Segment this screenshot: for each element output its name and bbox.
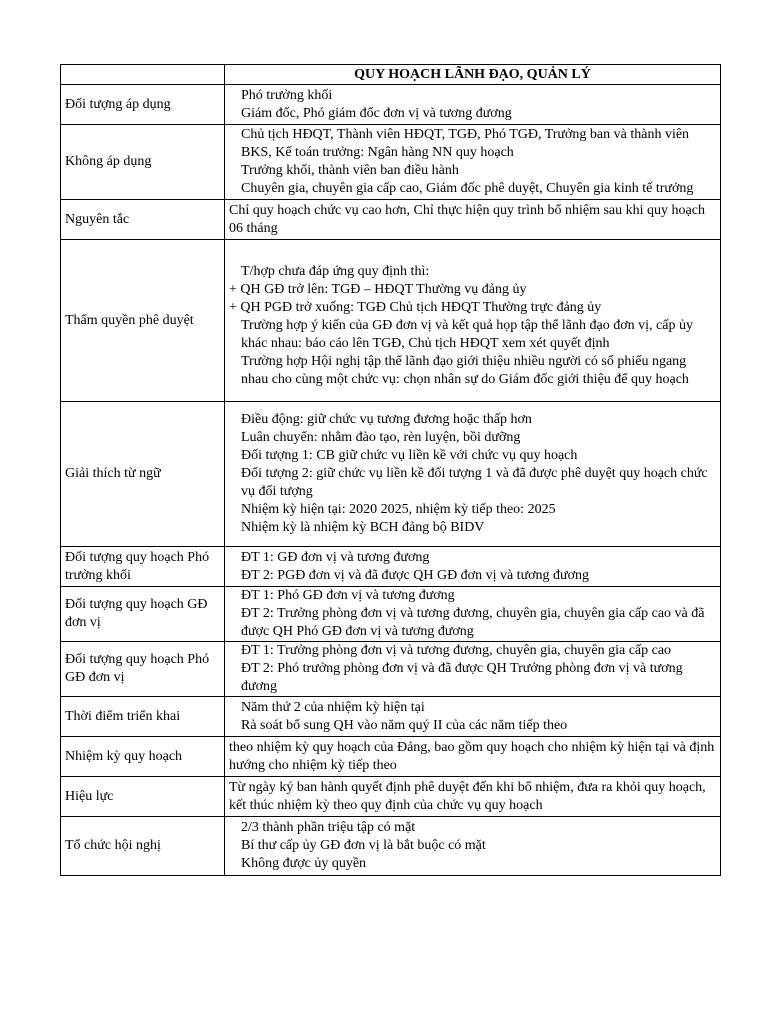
row-label: Đối tượng quy hoạch Phó trưởng khối bbox=[61, 547, 225, 587]
content-line: Không được ủy quyền bbox=[241, 856, 367, 871]
content-line: Giám đốc, Phó giám đốc đơn vị và tương đương bbox=[241, 105, 512, 121]
content-line: ĐT 1: Trưởng phòng đơn vị và tương đương, chuyên gia, chuyên gia cấp cao bbox=[241, 643, 672, 658]
content-line: Từ ngày ký ban hành quyết định phê duyệt đến khi bổ nhiệm, đưa ra khỏi quy hoạch, kết thúc nhiệm kỳ theo quy định của chức vụ quy hoạch bbox=[229, 779, 706, 813]
content-line: Nhiệm kỳ là nhiệm kỳ BCH đảng bộ BIDV bbox=[241, 520, 485, 535]
content-line: Điều động: giữ chức vụ tương đương hoặc thấp hơn bbox=[241, 412, 532, 427]
row-content bbox=[225, 697, 721, 737]
row-label: Đối tượng áp dụng bbox=[61, 85, 225, 125]
content-line: Nhiệm kỳ hiện tại: 2020 2025, nhiệm kỳ tiếp theo: 2025 bbox=[241, 502, 556, 517]
content-line: Bí thư cấp ủy GĐ đơn vị là bắt buộc có mặt bbox=[241, 838, 486, 853]
row-content bbox=[225, 817, 721, 876]
row-content bbox=[225, 737, 721, 777]
row-content bbox=[225, 125, 721, 200]
content-line: ĐT 1: Phó GĐ đơn vị và tương đương bbox=[241, 588, 455, 603]
content-line: Chỉ quy hoạch chức vụ cao hơn, Chỉ thực hiện quy trình bổ nhiệm sau khi quy hoạch 06 tháng bbox=[229, 202, 705, 236]
content-line: + QH GĐ trở lên: TGĐ – HĐQT Thường vụ đảng ủy bbox=[229, 281, 527, 297]
row-content bbox=[225, 85, 721, 125]
row-content bbox=[225, 642, 721, 697]
row-content bbox=[225, 587, 721, 642]
row-content bbox=[225, 200, 721, 240]
content-line: Trưởng khối, thành viên ban điều hành bbox=[241, 163, 459, 178]
content-line: Trường hợp Hội nghị tập thể lãnh đạo giới thiệu nhiều người có số phiếu ngang nhau cho cùng một chức vụ: chọn nhân sự do Giám đốc giới thiệu để quy hoạch bbox=[241, 353, 689, 387]
content-line: ĐT 2: Phó trưởng phòng đơn vị và đã được QH Trưởng phòng đơn vị và tương đương bbox=[241, 661, 683, 694]
table-row bbox=[61, 777, 721, 817]
header-empty-cell bbox=[61, 65, 225, 85]
table-row bbox=[61, 402, 721, 547]
row-content bbox=[225, 777, 721, 817]
row-content bbox=[225, 402, 721, 547]
content-line: Luân chuyển: nhằm đào tạo, rèn luyện, bồi dưỡng bbox=[241, 430, 521, 445]
table-row bbox=[61, 547, 721, 587]
row-label: Không áp dụng bbox=[61, 125, 225, 200]
content-line: Đối tượng 2: giữ chức vụ liền kề đối tượng 1 và đã được phê duyệt quy hoạch chức vụ đối tượng bbox=[241, 466, 708, 499]
table-row bbox=[61, 240, 721, 402]
row-label: Hiệu lực bbox=[61, 777, 225, 817]
row-label: Thẩm quyền phê duyệt bbox=[61, 240, 225, 402]
content-line: + QH PGĐ trở xuống: TGĐ Chủ tịch HĐQT Thường trực đảng ủy bbox=[229, 299, 602, 315]
content-line: 2/3 thành phần triệu tập có mặt bbox=[241, 820, 416, 835]
table-row bbox=[61, 642, 721, 697]
content-line: ĐT 1: GĐ đơn vị và tương đương bbox=[241, 549, 430, 565]
table-row bbox=[61, 587, 721, 642]
row-label: Giải thích từ ngữ bbox=[61, 402, 225, 547]
row-label: Đối tượng quy hoạch Phó GĐ đơn vị bbox=[61, 642, 225, 697]
content-line: Năm thứ 2 của nhiệm kỳ hiện tại bbox=[241, 699, 425, 715]
table-row bbox=[61, 125, 721, 200]
planning-table bbox=[60, 64, 721, 876]
row-label: Đối tượng quy hoạch GĐ đơn vị bbox=[61, 587, 225, 642]
row-content bbox=[225, 240, 721, 402]
content-line: Chủ tịch HĐQT, Thành viên HĐQT, TGĐ, Phó TGĐ, Trưởng ban và thành viên BKS, Kế toán trưởng: Ngân hàng NN quy hoạch bbox=[241, 127, 690, 160]
row-label: Nhiệm kỳ quy hoạch bbox=[61, 737, 225, 777]
content-line: T/hợp chưa đáp ứng quy định thì: bbox=[241, 263, 430, 279]
table-row bbox=[61, 697, 721, 737]
row-label: Nguyên tắc bbox=[61, 200, 225, 240]
table-row bbox=[61, 817, 721, 876]
content-line: ĐT 2: Trưởng phòng đơn vị và tương đương, chuyên gia, chuyên gia cấp cao và đã được QH Phó GĐ đơn vị và tương đương bbox=[241, 606, 705, 639]
row-content bbox=[225, 547, 721, 587]
row-label: Thời điểm triển khai bbox=[61, 697, 225, 737]
table-row bbox=[61, 85, 721, 125]
content-line: Phó trưởng khối bbox=[241, 87, 333, 103]
content-line: Rà soát bổ sung QH vào năm quý II của các năm tiếp theo bbox=[241, 717, 568, 733]
table-row bbox=[61, 737, 721, 777]
header-row bbox=[61, 65, 721, 85]
table-row bbox=[61, 200, 721, 240]
content-line: Trường hợp ý kiến của GĐ đơn vị và kết quả họp tập thể lãnh đạo đơn vị, cấp ủy khác nhau: báo cáo lên TGĐ, Chủ tịch HĐQT xem xét quyết định bbox=[241, 317, 693, 351]
table-title: QUY HOẠCH LÃNH ĐẠO, QUẢN LÝ bbox=[225, 65, 721, 85]
content-line: theo nhiệm kỳ quy hoạch của Đảng, bao gồm quy hoạch cho nhiệm kỳ hiện tại và định hướng cho nhiệm kỳ tiếp theo bbox=[229, 739, 715, 773]
row-label: Tổ chức hội nghị bbox=[61, 817, 225, 876]
content-line: Chuyên gia, chuyên gia cấp cao, Giám đốc phê duyệt, Chuyên gia kinh tế trưởng bbox=[241, 181, 694, 196]
content-line: ĐT 2: PGĐ đơn vị và đã được QH GĐ đơn vị và tương đương bbox=[241, 567, 590, 583]
content-line: Đối tượng 1: CB giữ chức vụ liền kề với chức vụ quy hoạch bbox=[241, 448, 578, 463]
